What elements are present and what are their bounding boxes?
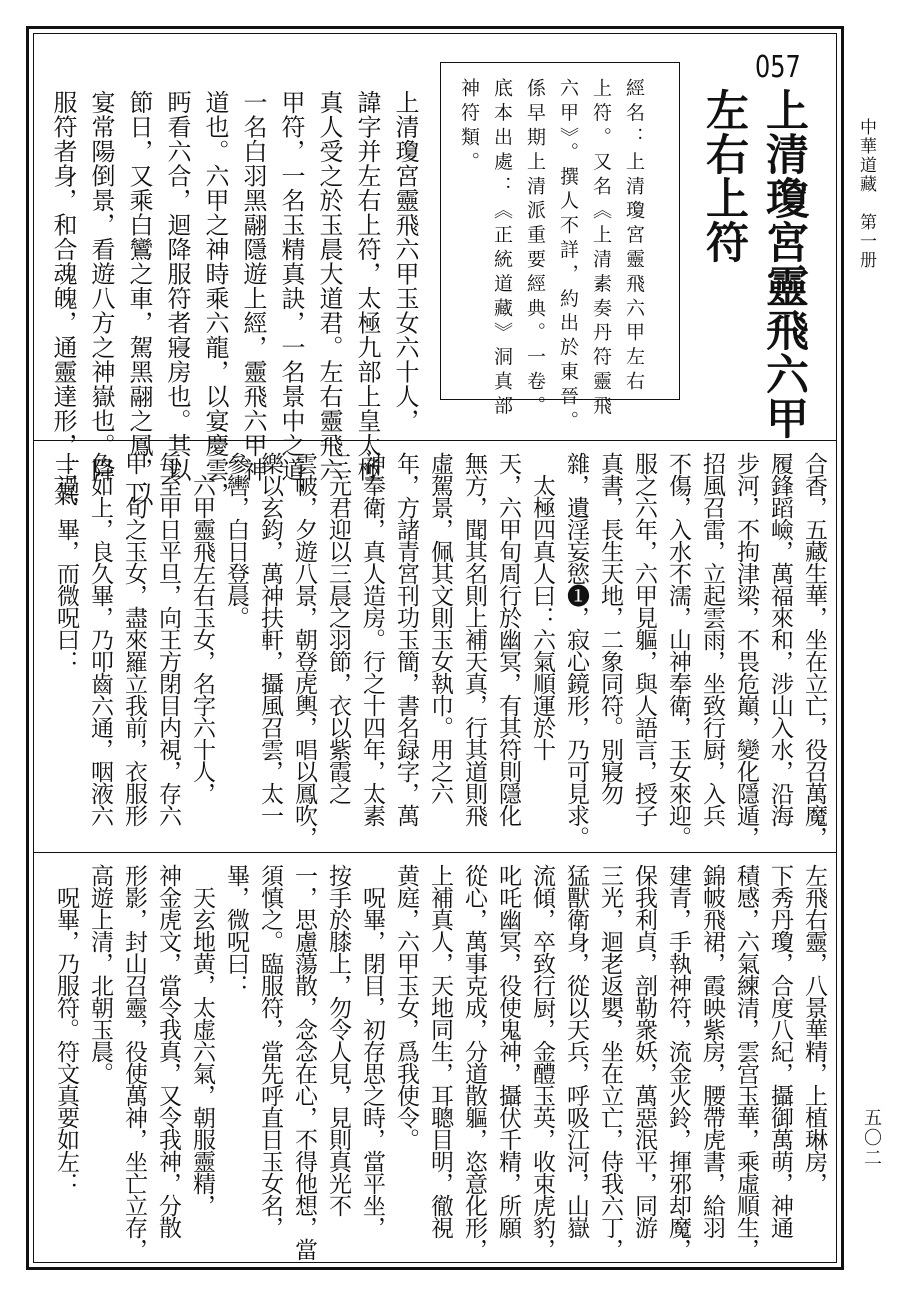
body-section-top: [50, 90, 418, 507]
body-section-bottom: [52, 864, 827, 1260]
text-column: 呪畢，閉目，初存思之時，當平坐，: [359, 864, 385, 1238]
text-column: 下秀丹瓊，合度八紀，攝御萬萌，神通: [767, 864, 793, 1238]
text-column: 保我利貞，剖勒衆妖，萬惡泯平，同游: [631, 864, 657, 1238]
text-column: 一名白羽黑翮隱遊上經，靈飛六甲神: [239, 90, 267, 482]
entry-title: [700, 88, 808, 440]
page-number: 五〇二: [861, 1108, 882, 1168]
text-column: 須慎之。臨服符，當先呼直日玉女名，: [257, 864, 283, 1238]
text-column: 眄看六合，迴降服符者寢房也。其以: [163, 90, 191, 482]
text-column: 服之六年，六甲見軀，與人語言，授子: [631, 452, 657, 826]
text-column: 真人受之於玉晨大道君。左右靈飛六: [315, 90, 343, 482]
text-column: 招風召雷，立起雲雨，坐致行厨，入兵: [699, 452, 725, 826]
metadata-text: [458, 78, 645, 435]
text-column: 雜，遺淫妄慾❶，寂心鏡形，乃可見求。: [563, 452, 589, 848]
text-column: 猛獸衛身，從以天兵，呼吸江河，山嶽: [563, 864, 589, 1238]
text-column: 太極四真人曰：六氣順運於十: [529, 452, 555, 760]
text-column: 樂以玄鈞，萬神扶軒，攝風召雲，太一: [257, 452, 283, 826]
text-column: 三光，迴老返嬰，坐在立亡，侍我六丁，: [597, 864, 623, 1260]
text-column: 從心，萬事克成，分道散軀，恣意化形，: [461, 864, 487, 1260]
text-column: 三元君迎以三晨之羽節，衣以紫霞之: [325, 452, 351, 804]
text-column: 按手於膝上，勿令人見，見則真光不: [325, 864, 351, 1216]
text-column: 合香，五藏生華，坐在立亡，役召萬魔，: [801, 452, 827, 848]
text-column: 神奉衛，真人造房。行之十四年，太素: [359, 452, 385, 826]
text-column: 十過，畢，而微呪曰：: [53, 452, 79, 672]
text-column: 神金虎文，當令我真，又令我神，分散: [155, 864, 181, 1238]
text-column: 黄庭，六甲玉女，爲我使令。: [393, 864, 419, 1150]
text-column: 步河，不拘津梁，不畏危巔，變化隱遁，: [733, 452, 759, 848]
metadata-line: 係早期上清派重要經典。一卷。: [524, 78, 546, 420]
metadata-line: 經名：上清瓊宮靈飛六甲左右: [623, 78, 645, 396]
entry-number: 057: [755, 50, 801, 85]
metadata-line: 底本出處：《正統道藏》洞真部: [491, 78, 513, 420]
text-column: 節日，又乘白鸞之車，駕黑翮之鳳，以: [125, 90, 153, 507]
text-column: 真書，長生天地，二象同符。別寢勿: [597, 452, 623, 804]
metadata-line: 上符。又名《上清素奏丹符靈飛: [590, 78, 612, 420]
text-column: 道也。六甲之神時乘六龍，以宴慶雲，: [201, 90, 229, 507]
text-column: 履鋒蹈嶮，萬福來和，涉山入水，沿海: [767, 452, 793, 826]
text-column: 雲帔，夕遊八景，朝登虎輿，唱以鳳吹，: [291, 452, 317, 848]
text-column: 高遊上清，北朝玉晨。: [87, 864, 113, 1084]
text-column: 畢，微呪曰：: [223, 864, 249, 996]
text-column: 宴常陽倒景，看遊八方之神嶽也。降: [87, 90, 115, 482]
text-column: 叱吒幽冥，役使鬼神，攝伏千精，所願: [495, 864, 521, 1238]
text-column: 諱字并左右上符，太極九部上皇太極: [353, 90, 381, 482]
text-column: 年，方諸青宮刊功玉簡，書名録字，萬: [393, 452, 419, 826]
text-column: 天玄地黄，太虚六氣，朝服靈精，: [189, 864, 215, 1216]
running-head: 中華道藏 第一册: [856, 118, 876, 270]
text-column: 建青，手執神符，流金火鈴，揮邪却魔，: [665, 864, 691, 1260]
text-column: 無方，聞其名則上補天真，行其道則飛: [461, 452, 487, 826]
text-column: 上補真人，天地同生，耳聰目明，徹視: [427, 864, 453, 1238]
text-column: 參轡，白日登晨。: [223, 452, 249, 628]
text-column: 天，六甲旬周行於幽冥，有其符則隱化: [495, 452, 521, 826]
text-column: 錦帔飛裙，霞映紫房，腰帶虎書，給羽: [699, 864, 725, 1238]
text-column: 甲符，一名玉精真訣，一名景中之道，: [277, 90, 305, 507]
text-column: 一，思慮蕩散，念念在心，不得他想，當: [291, 864, 317, 1260]
title-line: 左右上符: [699, 88, 749, 264]
text-column: 不傷，入水不濡，山神奉衛，玉女來迎。: [665, 452, 691, 848]
metadata-line: 神符類。: [458, 78, 480, 176]
text-column: 每至甲日平旦，向王方閉目内視，存六: [155, 452, 181, 826]
body-section-middle: [52, 452, 827, 848]
text-column: 虛駕景，佩其文則玉女執巾。用之六: [427, 452, 453, 804]
text-column: 服符者身，和合魂魄，通靈達形，三氣: [49, 90, 77, 507]
text-column: 六甲靈飛左右玉女，名字六十人，: [189, 452, 215, 804]
text-column: 積感，六氣練清，雲宫玉華，乘虛順生，: [733, 864, 759, 1260]
metadata-line: 六甲》。撰人不詳，約出於東晉。: [557, 78, 579, 435]
text-column: 呪畢，乃服符。符文真要如左：: [53, 864, 79, 1194]
title-line: 上清瓊宮靈飛六甲: [759, 88, 809, 440]
section-divider-2: [33, 852, 837, 853]
text-column: 流傾，卒致行厨，金醴玉英，收束虎豹，: [529, 864, 555, 1260]
text-column: 形影，封山召靈，役使萬神，坐亡立存，: [121, 864, 147, 1260]
text-column: 甲一旬之玉女，盡來羅立我前，衣服形: [121, 452, 147, 826]
text-column: 左飛右靈，八景華精，上植琳房，: [801, 864, 827, 1194]
text-column: 上清瓊宮靈飛六甲玉女六十人，: [391, 90, 419, 433]
text-column: 色如上，良久畢，乃叩齒六通，咽液六: [87, 452, 113, 826]
